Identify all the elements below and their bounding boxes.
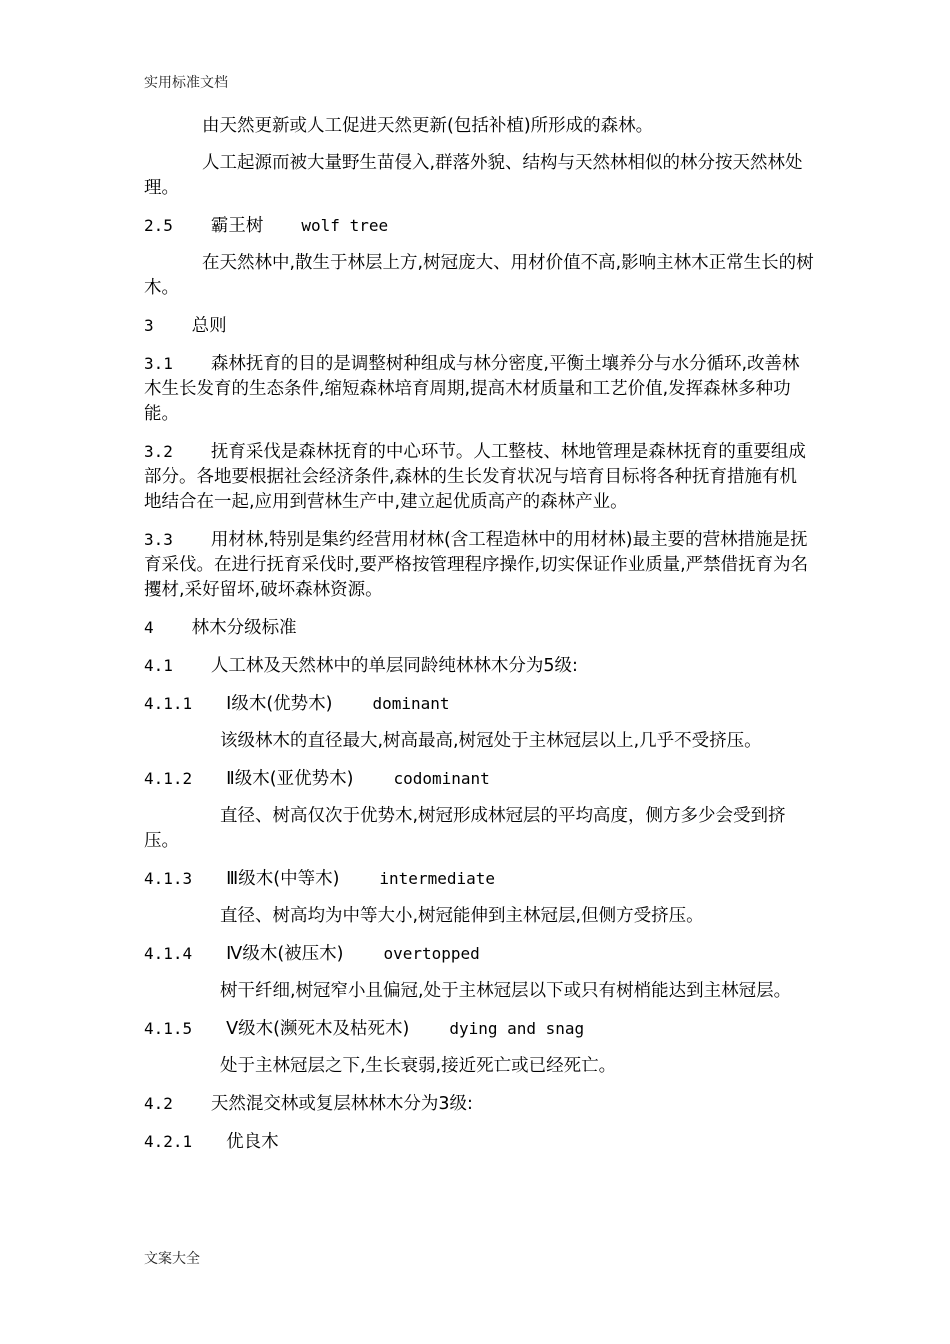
grade-title: Ⅰ级木(优势木) [226, 694, 333, 714]
clause-3-2 [144, 439, 814, 515]
grade-title: Ⅲ级木(中等木) [226, 869, 340, 889]
grade-description: 树干纤细,树冠窄小且偏冠,处于主林冠层以下或只有树梢能达到主林冠层。 [220, 981, 792, 1001]
clause-number: 3.3 [144, 530, 173, 549]
page-footer: 文案大全 [144, 1251, 200, 1267]
grade-title: Ⅱ级木(亚优势木) [226, 769, 354, 789]
grade-english-term: dominant [372, 694, 450, 713]
grade-heading-4-1-4 [144, 941, 814, 967]
document-body [144, 114, 814, 1167]
clause-number: 4.2.1 [144, 1132, 193, 1151]
clause-text: 天然混交林或复层林林木分为3级: [210, 1094, 473, 1114]
section-heading-2-5 [144, 213, 814, 239]
clause-number: 3.1 [144, 354, 173, 373]
clause-4-1 [144, 653, 814, 679]
clause-number: 4.2 [144, 1094, 173, 1113]
paragraph: 人工起源而被大量野生苗侵入,群落外貌、结构与天然林相似的林分按天然林处理。 [144, 153, 803, 198]
grade-description: 处于主林冠层之下,生长衰弱,接近死亡或已经死亡。 [220, 1056, 617, 1076]
clause-number: 3.2 [144, 442, 173, 461]
clause-text: 抚育采伐是森林抚育的中心环节。人工整枝、林地管理是森林抚育的重要组成部分。各地要根据社会经济条件,森林的生长发育状况与培育目标将各种抚育措施有机地结合在一起,应用到营林生产中,建立起优质高产的森林产业。 [144, 442, 806, 512]
clause-3-3 [144, 527, 814, 603]
grade-title: Ⅴ级木(濒死木及枯死木) [226, 1019, 410, 1039]
grade-title: 优良木 [226, 1132, 279, 1152]
clause-number: 4.1.3 [144, 869, 193, 888]
section-number: 2.5 [144, 216, 173, 235]
page-header: 实用标准文档 [144, 75, 228, 91]
section-heading-3 [144, 313, 814, 339]
clause-number: 4.1.1 [144, 694, 193, 713]
clause-text: 人工林及天然林中的单层同龄纯林林木分为5级: [210, 656, 578, 676]
section-title: 霸王树 [210, 216, 264, 236]
clause-number: 4.1 [144, 656, 173, 675]
grade-description: 直径、树高均为中等大小,树冠能伸到主林冠层,但侧方受挤压。 [220, 906, 704, 926]
clause-text: 用材林,特别是集约经营用材林(含工程造林中的用材林)最主要的营林措施是抚育采伐。在进行抚育采伐时,要严格按管理程序操作,切实保证作业质量,严禁借抚育为名攫材,采好留坏,破坏森林资源。 [144, 530, 809, 600]
section-title: 总则 [191, 316, 227, 336]
clause-number: 4.1.2 [144, 769, 193, 788]
section-number: 3 [144, 316, 154, 335]
section-number: 4 [144, 618, 154, 637]
grade-title: Ⅳ级木(被压木) [226, 944, 344, 964]
section-title: 林木分级标准 [191, 618, 297, 638]
clause-3-1 [144, 351, 814, 427]
grade-heading-4-2-1 [144, 1129, 814, 1155]
clause-number: 4.1.5 [144, 1019, 193, 1038]
grade-heading-4-1-1 [144, 691, 814, 717]
clause-4-2 [144, 1091, 814, 1117]
paragraph: 在天然林中,散生于林层上方,树冠庞大、用材价值不高,影响主林木正常生长的树木。 [144, 253, 814, 298]
grade-heading-4-1-3 [144, 866, 814, 892]
section-heading-4 [144, 615, 814, 641]
clause-text: 森林抚育的目的是调整树种组成与林分密度,平衡土壤养分与水分循环,改善林木生长发育的生态条件,缩短森林培育周期,提高木材质量和工艺价值,发挥森林多种功能。 [144, 354, 800, 424]
section-english-term: wolf tree [301, 216, 389, 235]
paragraph: 由天然更新或人工促进天然更新(包括补植)所形成的森林。 [202, 116, 654, 136]
grade-heading-4-1-2 [144, 766, 814, 792]
grade-english-term: codominant [393, 769, 490, 788]
grade-english-term: intermediate [379, 869, 495, 888]
grade-description: 该级林木的直径最大,树高最高,树冠处于主林冠层以上,几乎不受挤压。 [220, 731, 762, 751]
grade-heading-4-1-5 [144, 1016, 814, 1042]
grade-english-term: dying and snag [449, 1019, 585, 1038]
grade-english-term: overtopped [383, 944, 480, 963]
grade-description: 直径、树高仅次于优势木,树冠形成林冠层的平均高度，侧方多少会受到挤压。 [144, 806, 786, 851]
clause-number: 4.1.4 [144, 944, 193, 963]
